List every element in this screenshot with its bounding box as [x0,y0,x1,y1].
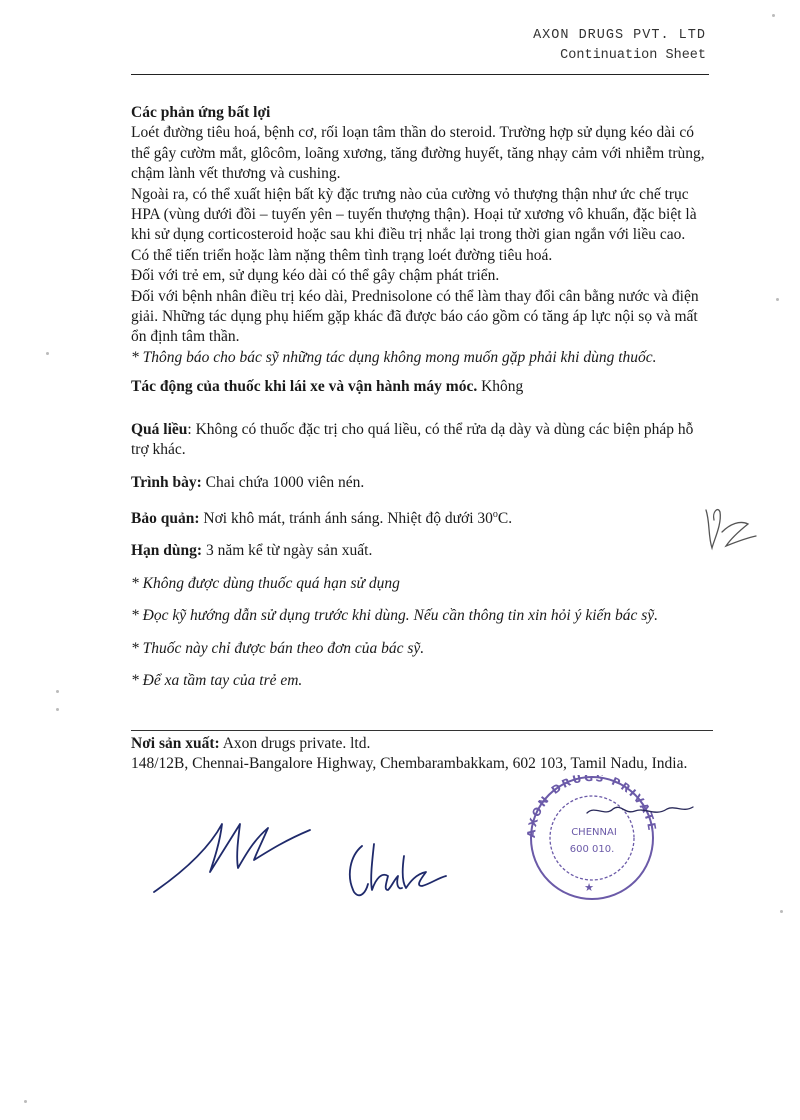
notice-1: * Không được dùng thuốc quá hạn sử dụng [131,574,400,592]
driving-value: Không [477,378,524,396]
adverse-paragraph-5: Đối với bệnh nhân điều trị kéo dài, Prednisolone có thể làm thay đổi cân bằng nước và điện giải. Những tác dụng phụ hiếm gặp khác đã được báo cáo gồm có tăng áp lực nội sọ và mất ổn định tâm thần. [131,287,699,346]
overdose-section [131,420,713,461]
scan-speck [56,690,59,693]
expiry-label: Hạn dùng: [131,542,203,560]
presentation-section [131,473,713,493]
manufacturer-name: Axon drugs private. ltd. [219,735,371,752]
signature-2 [340,826,450,906]
storage-label: Bảo quản: [131,510,200,528]
notice-3: * Thuốc này chỉ được bán theo đơn của bác sỹ. [131,639,425,657]
stamp-ring-text: AXON DRUGS PRIVATE [524,775,659,839]
expiry-value: 3 năm kể từ ngày sản xuất. [202,542,373,560]
adverse-reactions-heading: Các phản ứng bất lợi [131,104,271,121]
storage-section [131,505,713,530]
company-name: AXON DRUGS PVT. LTD [533,28,706,43]
manufacturer-line [131,734,721,754]
footer-rule [131,730,713,731]
adverse-paragraph-3: Có thể tiến triển hoặc làm nặng thêm tình trạng loét đường tiêu hoá. [131,246,553,264]
presentation-label: Trình bày: [131,473,202,491]
adverse-paragraph-4: Đối với trẻ em, sử dụng kéo dài có thể gây chậm phát triển. [131,267,500,285]
scan-speck [24,1100,27,1103]
overdose-label: Quá liều [131,420,188,438]
adverse-note: * Thông báo cho bác sỹ những tác dụng không mong muốn gặp phải khi dùng thuốc. [131,348,657,366]
company-stamp [515,775,705,910]
signature-1 [150,810,320,900]
presentation-value: Chai chứa 1000 viên nén. [201,473,365,491]
storage-value: Nơi khô mát, tránh ánh sáng. Nhiệt độ dưới 30 [199,510,493,528]
stamp-city: CHENNAI [571,827,617,838]
scan-speck [780,910,783,913]
driving-label: Tác động của thuốc khi lái xe và vận hành máy móc. [131,378,478,396]
letterhead [533,26,706,66]
header-rule [131,74,709,75]
adverse-paragraph-1: Loét đường tiêu hoá, bệnh cơ, rối loạn tâm thần do steroid. Trường hợp sử dụng kéo dài có thể gây cườm mắt, glôcôm, loãng xương, tăng đường huyết, tăng nhạy cảm với nhiễm trùng, chậm lành vết thương và cushing. [131,124,705,183]
overdose-value: : Không có thuốc đặc trị cho quá liều, có thể rửa dạ dày và dùng các biện pháp hỗ trợ khác. [131,420,694,459]
scan-speck [772,14,775,17]
storage-degree: o [492,508,498,520]
scan-speck [776,298,779,301]
stamp-star-icon: ★ [584,882,594,894]
storage-unit: C. [497,510,513,528]
manufacturer-block [131,734,721,775]
margin-initial-mark [700,502,760,556]
adverse-paragraph-2: Ngoài ra, có thể xuất hiện bất kỳ đặc trưng nào của cường vỏ thượng thận như ức chế trục HPA (vùng dưới đồi – tuyến yên – tuyến thượng thận). Hoại tử xương vô khuẩn, đặc biệt là khi sử dụng corticosteroid hoặc sau khi điều trị nhắc lại trong thời gian ngắn với liều cao. [131,185,697,244]
notice-2: * Đọc kỹ hướng dẫn sử dụng trước khi dùng. Nếu cần thông tin xin hỏi ý kiến bác sỹ. [131,607,659,625]
sheet-label: Continuation Sheet [560,48,706,63]
scan-speck [46,352,49,355]
manufacturer-label: Nơi sản xuất: [131,735,220,752]
document-body [131,103,713,692]
scan-speck [56,708,59,711]
driving-section [131,377,713,397]
notice-4: * Để xa tầm tay của trẻ em. [131,672,303,690]
expiry-section [131,541,713,561]
stamp-pin: 600 010. [569,844,615,855]
manufacturer-address: 148/12B, Chennai-Bangalore Highway, Chembarambakkam, 602 103, Tamil Nadu, India. [131,755,688,773]
